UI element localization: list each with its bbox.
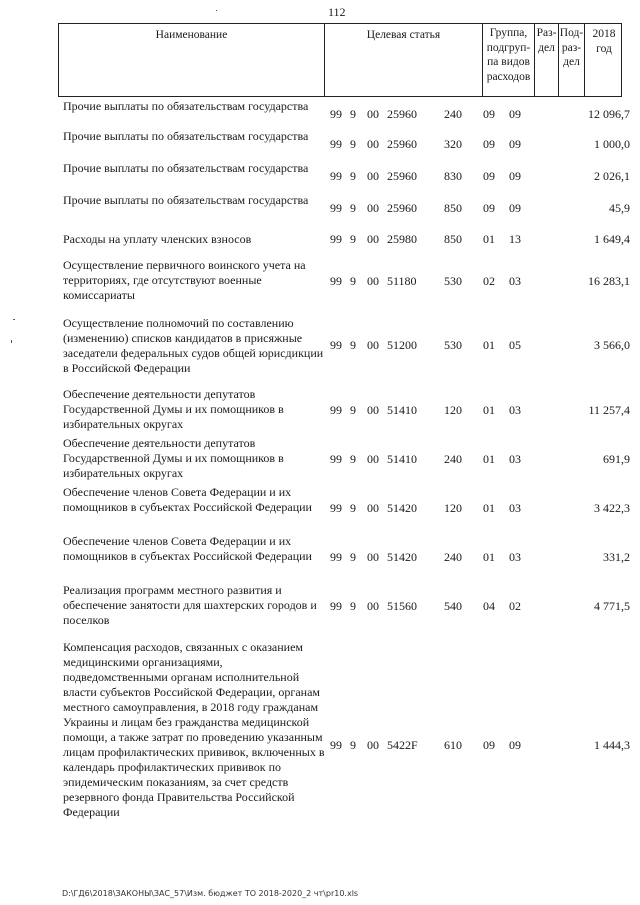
- header-target-article: Целевая статья: [325, 24, 483, 96]
- row-code-main: 00: [367, 137, 379, 151]
- row-code-main: 00: [367, 107, 379, 121]
- row-amount: 11 257,4: [588, 403, 630, 417]
- header-group-line: па видов: [487, 56, 530, 68]
- row-code-main: 00: [367, 403, 379, 417]
- row-code-main: 00: [367, 201, 379, 215]
- row-code-main: 00: [367, 501, 379, 515]
- row-amount: 331,2: [603, 550, 630, 564]
- row-code-main: 00: [367, 452, 379, 466]
- header-group-line: подгруп-: [486, 41, 531, 54]
- header-podrazdel-line: раз-: [561, 41, 582, 54]
- row-code-direction: 25960: [387, 137, 417, 151]
- row-code-subprogram: 9: [350, 169, 356, 183]
- row-group: 850: [444, 201, 462, 215]
- row-code-direction: 51180: [387, 274, 417, 288]
- row-code-program: 99: [330, 550, 342, 564]
- row-code-subprogram: 9: [350, 107, 356, 121]
- header-name: Наименование: [59, 24, 325, 96]
- row-code-direction: 51560: [387, 599, 417, 613]
- row-amount: 16 283,1: [588, 274, 630, 288]
- row-code-direction: 5422F: [387, 738, 418, 752]
- row-podrazdel: 09: [509, 107, 521, 121]
- row-code-direction: 25960: [387, 107, 417, 121]
- row-code-main: 00: [367, 738, 379, 752]
- row-razdel: 02: [483, 274, 495, 288]
- row-razdel: 09: [483, 137, 495, 151]
- row-code-subprogram: 9: [350, 137, 356, 151]
- row-code-subprogram: 9: [350, 501, 356, 515]
- row-group: 240: [444, 550, 462, 564]
- row-code-subprogram: 9: [350, 452, 356, 466]
- row-razdel: 01: [483, 452, 495, 466]
- row-name: Прочие выплаты по обязательствам государства: [63, 161, 309, 175]
- row-name: Расходы на уплату членских взносов: [63, 232, 252, 246]
- row-code-main: 00: [367, 338, 379, 352]
- row-code-direction: 51410: [387, 452, 417, 466]
- header-podrazdel-line: Под-: [559, 27, 584, 39]
- row-code-program: 99: [330, 452, 342, 466]
- row-razdel: 09: [483, 201, 495, 215]
- row-code-subprogram: 9: [350, 738, 356, 752]
- row-razdel: 01: [483, 232, 495, 246]
- row-code-direction: 51420: [387, 550, 417, 564]
- row-group: 120: [444, 501, 462, 515]
- row-code-program: 99: [330, 274, 342, 288]
- header-razdel-line: дел: [538, 41, 555, 54]
- row-code-subprogram: 9: [350, 274, 356, 288]
- header-year: 2018 год: [592, 28, 616, 55]
- row-name: Реализация программ местного развития и обеспечение занятости для шахтерских городов и поселков: [63, 583, 317, 627]
- row-code-program: 99: [330, 501, 342, 515]
- row-amount: 4 771,5: [594, 599, 630, 613]
- row-group: 530: [444, 338, 462, 352]
- row-podrazdel: 03: [509, 501, 521, 515]
- row-podrazdel: 09: [509, 137, 521, 151]
- scan-speck: [216, 10, 217, 11]
- row-name: Обеспечение деятельности депутатов Государственной Думы и их помощников в избирательных округах: [63, 387, 284, 431]
- row-razdel: 04: [483, 599, 495, 613]
- row-code-subprogram: 9: [350, 550, 356, 564]
- row-group: 610: [444, 738, 462, 752]
- row-code-program: 99: [330, 599, 342, 613]
- row-podrazdel: 09: [509, 169, 521, 183]
- scan-speck: [11, 340, 12, 343]
- row-group: 540: [444, 599, 462, 613]
- row-group: 240: [444, 452, 462, 466]
- row-code-program: 99: [330, 137, 342, 151]
- row-podrazdel: 05: [509, 338, 521, 352]
- row-amount: 1 000,0: [594, 137, 630, 151]
- row-code-program: 99: [330, 338, 342, 352]
- row-razdel: 09: [483, 107, 495, 121]
- row-group: 530: [444, 274, 462, 288]
- row-amount: 3 422,3: [594, 501, 630, 515]
- row-code-direction: 51420: [387, 501, 417, 515]
- row-name: Осуществление первичного воинского учета на территориях, где отсутствуют военные комиссариаты: [63, 258, 306, 302]
- row-code-subprogram: 9: [350, 201, 356, 215]
- row-code-direction: 25960: [387, 169, 417, 183]
- row-razdel: 09: [483, 738, 495, 752]
- row-amount: 1 444,3: [594, 738, 630, 752]
- row-code-main: 00: [367, 169, 379, 183]
- row-amount: 2 026,1: [594, 169, 630, 183]
- row-name: Осуществление полномочий по составлению (изменению) списков кандидатов в присяжные заседатели федеральных судов общей юрисдикции в Российской Федерации: [63, 316, 324, 375]
- row-code-main: 00: [367, 550, 379, 564]
- row-amount: 3 566,0: [594, 338, 630, 352]
- row-group: 850: [444, 232, 462, 246]
- row-code-program: 99: [330, 738, 342, 752]
- row-podrazdel: 03: [509, 403, 521, 417]
- row-razdel: 01: [483, 338, 495, 352]
- row-podrazdel: 09: [509, 201, 521, 215]
- row-razdel: 09: [483, 169, 495, 183]
- row-code-subprogram: 9: [350, 599, 356, 613]
- row-group: 120: [444, 403, 462, 417]
- row-group: 830: [444, 169, 462, 183]
- row-group: 320: [444, 137, 462, 151]
- row-podrazdel: 02: [509, 599, 521, 613]
- row-code-program: 99: [330, 107, 342, 121]
- row-podrazdel: 03: [509, 452, 521, 466]
- row-name: Обеспечение членов Совета Федерации и их помощников в субъектах Российской Федерации: [63, 485, 312, 514]
- row-name: Компенсация расходов, связанных с оказанием медицинскими организациями, подведомственными органам исполнительной власти субъектов Российской Федерации, органам местного самоуправления, в 2018 году гражданам Украины и лицам без гражданства медицинской помощи, а также затрат по проведению указанным лицам профилактических прививок, включенных в календарь профилактических прививок по эпидемическим показаниям, за счет средств резервного фонда Правительства Российской Федерации: [63, 640, 325, 819]
- header-razdel-line: Раз-: [536, 27, 557, 39]
- row-code-program: 99: [330, 169, 342, 183]
- row-podrazdel: 03: [509, 550, 521, 564]
- row-code-main: 00: [367, 274, 379, 288]
- row-code-direction: 25960: [387, 201, 417, 215]
- row-podrazdel: 13: [509, 232, 521, 246]
- row-code-subprogram: 9: [350, 403, 356, 417]
- row-name: Обеспечение членов Совета Федерации и их помощников в субъектах Российской Федерации: [63, 534, 312, 563]
- row-name: Прочие выплаты по обязательствам государства: [63, 99, 309, 113]
- row-code-direction: 51200: [387, 338, 417, 352]
- row-code-direction: 25980: [387, 232, 417, 246]
- row-podrazdel: 03: [509, 274, 521, 288]
- header-group-line: расходов: [486, 70, 531, 83]
- row-amount: 12 096,7: [588, 107, 630, 121]
- row-razdel: 01: [483, 403, 495, 417]
- row-code-main: 00: [367, 599, 379, 613]
- file-path-footer: D:\ГД6\2018\ЗАКОНЫ\ЗАС_57\Изм. бюджет ТО 2018-2020_2 чт\pr10.xls: [62, 889, 359, 898]
- row-code-program: 99: [330, 201, 342, 215]
- row-code-program: 99: [330, 232, 342, 246]
- row-code-direction: 51410: [387, 403, 417, 417]
- row-name: Прочие выплаты по обязательствам государства: [63, 193, 309, 207]
- row-amount: 691,9: [603, 452, 630, 466]
- row-code-subprogram: 9: [350, 232, 356, 246]
- row-podrazdel: 09: [509, 738, 521, 752]
- row-group: 240: [444, 107, 462, 121]
- page-number: 112: [328, 5, 346, 19]
- row-code-subprogram: 9: [350, 338, 356, 352]
- row-razdel: 01: [483, 501, 495, 515]
- row-code-program: 99: [330, 403, 342, 417]
- row-name: Обеспечение деятельности депутатов Государственной Думы и их помощников в избирательных округах: [63, 436, 284, 480]
- row-code-main: 00: [367, 232, 379, 246]
- header-group-line: Группа,: [489, 27, 528, 39]
- row-razdel: 01: [483, 550, 495, 564]
- row-amount: 1 649,4: [594, 232, 630, 246]
- row-amount: 45,9: [609, 201, 630, 215]
- header-podrazdel-line: дел: [563, 56, 580, 68]
- row-name: Прочие выплаты по обязательствам государства: [63, 129, 309, 143]
- scan-speck: [13, 319, 15, 320]
